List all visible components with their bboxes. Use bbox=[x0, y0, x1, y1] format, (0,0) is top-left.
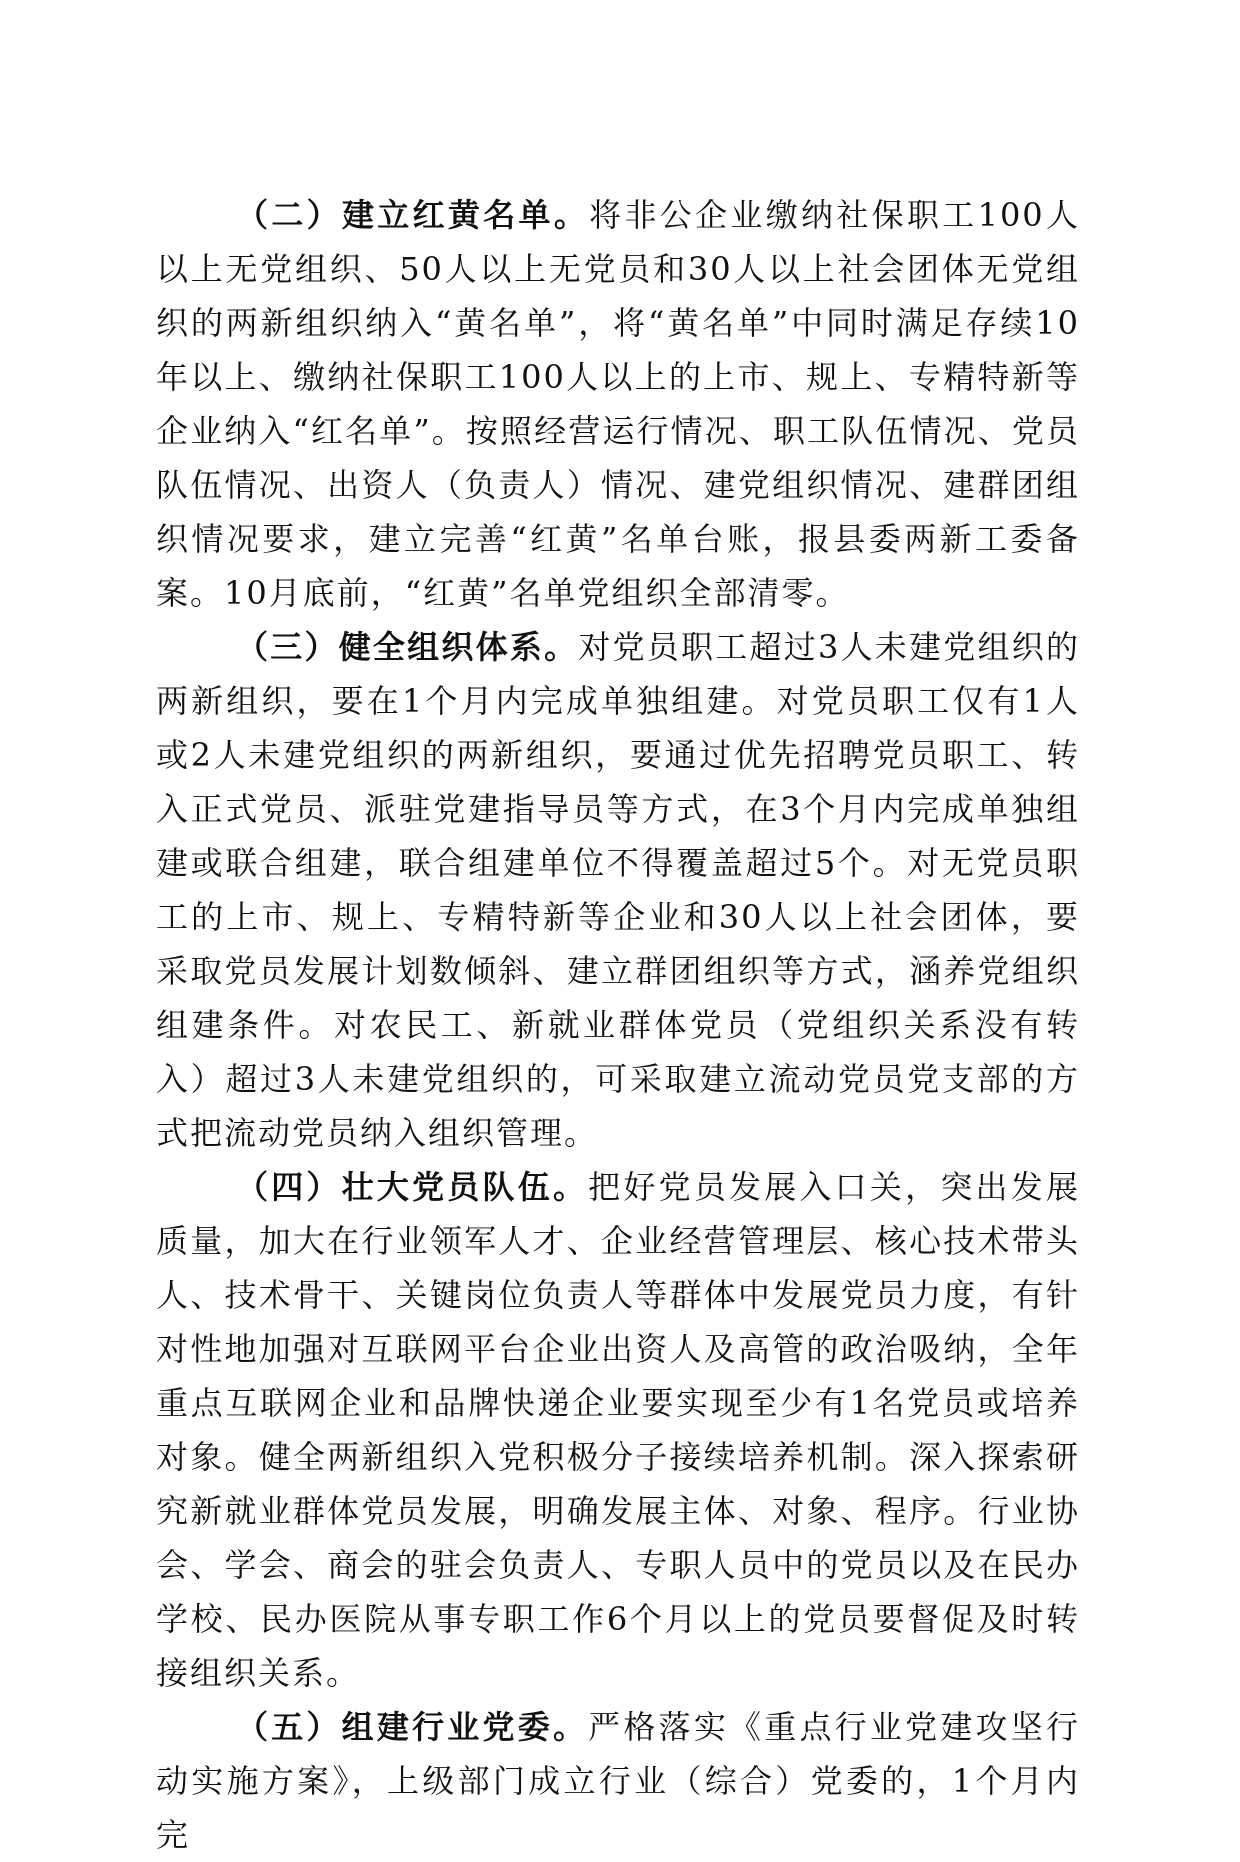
paragraph-heading: （四）壮大党员队伍。 bbox=[236, 1168, 589, 1206]
paragraph-text: 对党员职工超过3人未建党组织的两新组织，要在1个月内完成单独组建。对党员职工仅有1人或2人未建党组织的两新组织，要通过优先招聘党员职工、转入正式党员、派驻党建指导员等方式，在3个月内完成单独组建或联合组建，联合组建单位不得覆盖超过5个。对无党员职工的上市、规上、专精特新等企业和30人以上社会团体，要采取党员发展计划数倾斜、建立群团组织等方式，涵养党组织组建条件。对农民工、新就业群体党员（党组织关系没有转入）超过3人未建党组织的，可采取建立流动党员党支部的方式把流动党员纳入组织管理。 bbox=[156, 628, 1080, 1152]
paragraph-text: 严格落实《重点行业党建攻坚行动实施方案》，上级部门成立行业（综合）党委的，1个月内完 bbox=[156, 1708, 1080, 1854]
paragraph-heading: （五）组建行业党委。 bbox=[236, 1708, 589, 1746]
document-body bbox=[156, 188, 1080, 1862]
paragraph-heading: （二）建立红黄名单。 bbox=[236, 196, 590, 234]
paragraph-text: 把好党员发展入口关，突出发展质量，加大在行业领军人才、企业经营管理层、核心技术带头人、技术骨干、关键岗位负责人等群体中发展党员力度，有针对性地加强对互联网平台企业出资人及高管的政治吸纳，全年重点互联网企业和品牌快递企业要实现至少有1名党员或培养对象。健全两新组织入党积极分子接续培养机制。深入探索研究新就业群体党员发展，明确发展主体、对象、程序。行业协会、学会、商会的驻会负责人、专职人员中的党员以及在民办学校、民办医院从事专职工作6个月以上的党员要督促及时转接组织关系。 bbox=[156, 1168, 1080, 1692]
paragraph-party-members bbox=[156, 1160, 1080, 1700]
paragraph-text: 将非公企业缴纳社保职工100人以上无党组织、50人以上无党员和30人以上社会团体无党组织的两新组织纳入“黄名单”，将“黄名单”中同时满足存续10年以上、缴纳社保职工100人以上的上市、规上、专精特新等企业纳入“红名单”。按照经营运行情况、职工队伍情况、党员队伍情况、出资人（负责人）情况、建党组织情况、建群团组织情况要求，建立完善“红黄”名单台账，报县委两新工委备案。10月底前，“红黄”名单党组织全部清零。 bbox=[156, 196, 1080, 612]
paragraph-red-yellow-list bbox=[156, 188, 1080, 620]
paragraph-heading: （三）健全组织体系。 bbox=[236, 628, 579, 666]
paragraph-organization-system bbox=[156, 620, 1080, 1160]
paragraph-industry-committee bbox=[156, 1700, 1080, 1862]
